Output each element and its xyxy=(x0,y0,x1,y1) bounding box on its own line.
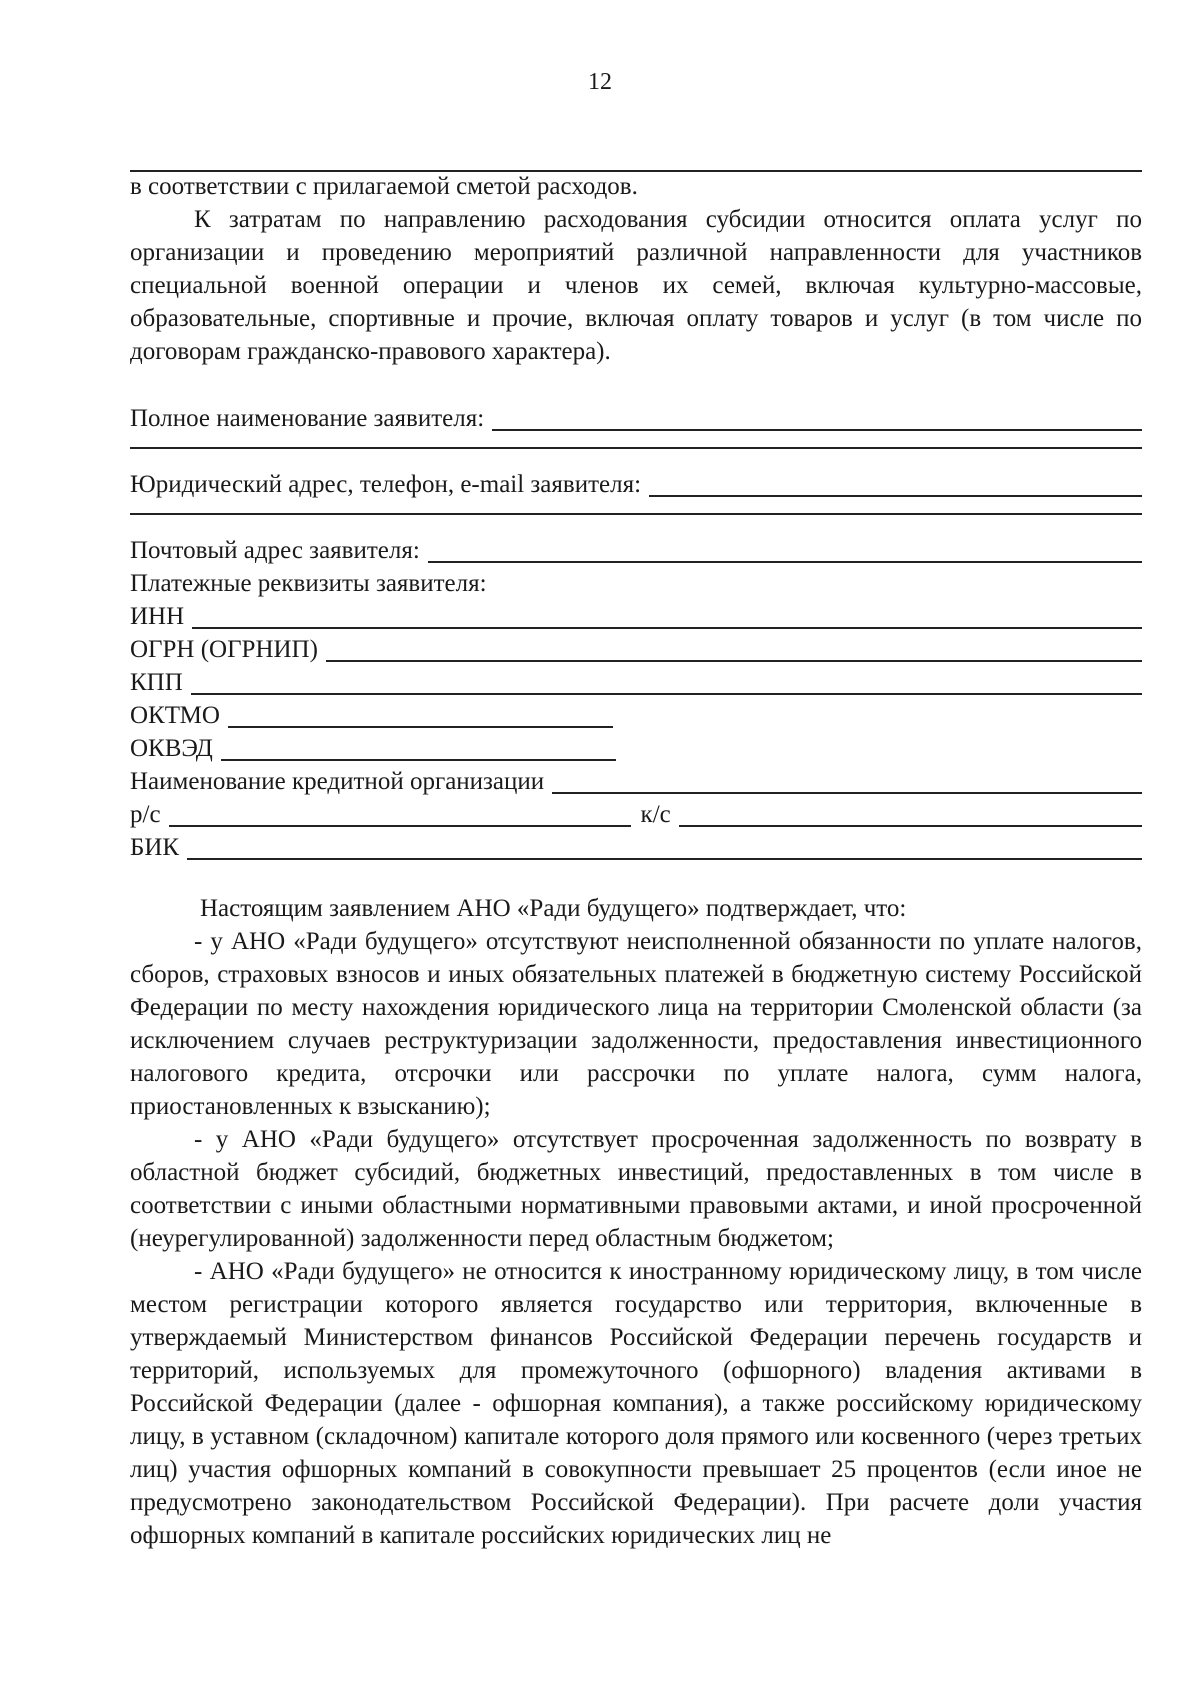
legal-address-field[interactable] xyxy=(130,468,1142,501)
page-number: 12 xyxy=(588,69,612,95)
inn-line[interactable] xyxy=(192,603,1142,629)
postal-address-field[interactable] xyxy=(130,534,1142,567)
full-name-field[interactable] xyxy=(130,402,1142,435)
okved-line[interactable] xyxy=(221,735,616,761)
declaration-item-3: - АНО «Ради будущего» не относится к иностранному юридическому лицу, в том числе местом регистрации которого является государство или территория, включенные в утверждаемый Министерством финансов Российской Федерации перечень государств и территорий, используемых для промежуточного (офшорного) владения активами в Российской Федерации (далее - офшорная компания), а также российскому юридическому лицу, в уставном (складочном) капитале которого доля прямого или косвенного (через третьих лиц) участия офшорных компаний в совокупности превышает 25 процентов (если иное не предусмотрено законодательством Российской Федерации). При расчете доли участия офшорных компаний в капитале российских юридических лиц не xyxy=(130,1258,1142,1549)
bank-name-label: Наименование кредитной организации xyxy=(130,768,545,795)
okved-field[interactable] xyxy=(130,732,1142,765)
legal-address-continuation-line[interactable] xyxy=(130,513,1142,515)
bik-field[interactable] xyxy=(130,831,1142,864)
inn-field[interactable] xyxy=(130,600,1142,633)
corr-account-label: к/с xyxy=(640,801,671,828)
intro-paragraph: К затратам по направлению расходования субсидии относится оплата услуг по организации и проведению мероприятий различной направленности для участников специальной военной операции и членов их семей, включая культурно-массовые, образовательные, спортивные и прочие, включая оплату товаров и услуг (в том числе по договорам гражданско-правового характера). xyxy=(130,206,1142,365)
declaration-item-1: - у АНО «Ради будущего» отсутствуют неисполненной обязанности по уплате налогов, сборов, страховых взносов и иных обязательных платежей в бюджетную систему Российской Федерации по месту нахождения юридического лица на территории Смоленской области (за исключением случаев реструктуризации задолженности, предоставления инвестиционного налогового кредита, отсрочки или рассрочки по уплате налога, сумм налога, приостановленных к взысканию); xyxy=(130,928,1142,1120)
ogrn-field[interactable] xyxy=(130,633,1142,666)
kpp-label: КПП xyxy=(130,669,183,696)
kpp-field[interactable] xyxy=(130,666,1142,699)
bik-label: БИК xyxy=(130,834,180,861)
oktmo-label: ОКТМО xyxy=(130,702,220,729)
inn-label: ИНН xyxy=(130,603,185,630)
accounts-field[interactable] xyxy=(130,798,1142,831)
legal-address-label: Юридический адрес, телефон, e-mail заявителя: xyxy=(130,471,642,498)
ogrn-label: ОГРН (ОГРНИП) xyxy=(130,636,318,663)
okved-label: ОКВЭД xyxy=(130,735,213,762)
kpp-line[interactable] xyxy=(191,669,1142,695)
bik-line[interactable] xyxy=(187,834,1142,860)
ogrn-line[interactable] xyxy=(326,636,1142,662)
declaration-lead: Настоящим заявлением АНО «Ради будущего» подтверждает, что: xyxy=(200,895,907,922)
account-line[interactable] xyxy=(169,801,631,827)
bank-name-line[interactable] xyxy=(552,768,1142,794)
postal-address-label: Почтовый адрес заявителя: xyxy=(130,537,420,564)
document-body xyxy=(130,170,1142,1552)
oktmo-line[interactable] xyxy=(228,702,613,728)
full-name-continuation-line[interactable] xyxy=(130,447,1142,449)
payment-details-label: Платежные реквизиты заявителя: xyxy=(130,570,487,597)
legal-address-line[interactable] xyxy=(649,471,1142,497)
payment-details-heading xyxy=(130,567,1142,600)
postal-address-line[interactable] xyxy=(428,537,1142,563)
full-name-label: Полное наименование заявителя: xyxy=(130,405,485,432)
bank-name-field[interactable] xyxy=(130,765,1142,798)
oktmo-field[interactable] xyxy=(130,699,1142,732)
intro-first-line: в соответствии с прилагаемой сметой расходов. xyxy=(130,173,638,200)
account-label: р/с xyxy=(130,801,161,828)
declaration-item-2: - у АНО «Ради будущего» отсутствует просроченная задолженность по возврату в областной бюджет субсидий, бюджетных инвестиций, предоставленных в том числе в соответствии с иными областными нормативными правовыми актами, и иной просроченной (неурегулированной) задолженности перед областным бюджетом; xyxy=(130,1126,1142,1252)
corr-account-line[interactable] xyxy=(679,801,1142,827)
full-name-line[interactable] xyxy=(492,405,1142,431)
